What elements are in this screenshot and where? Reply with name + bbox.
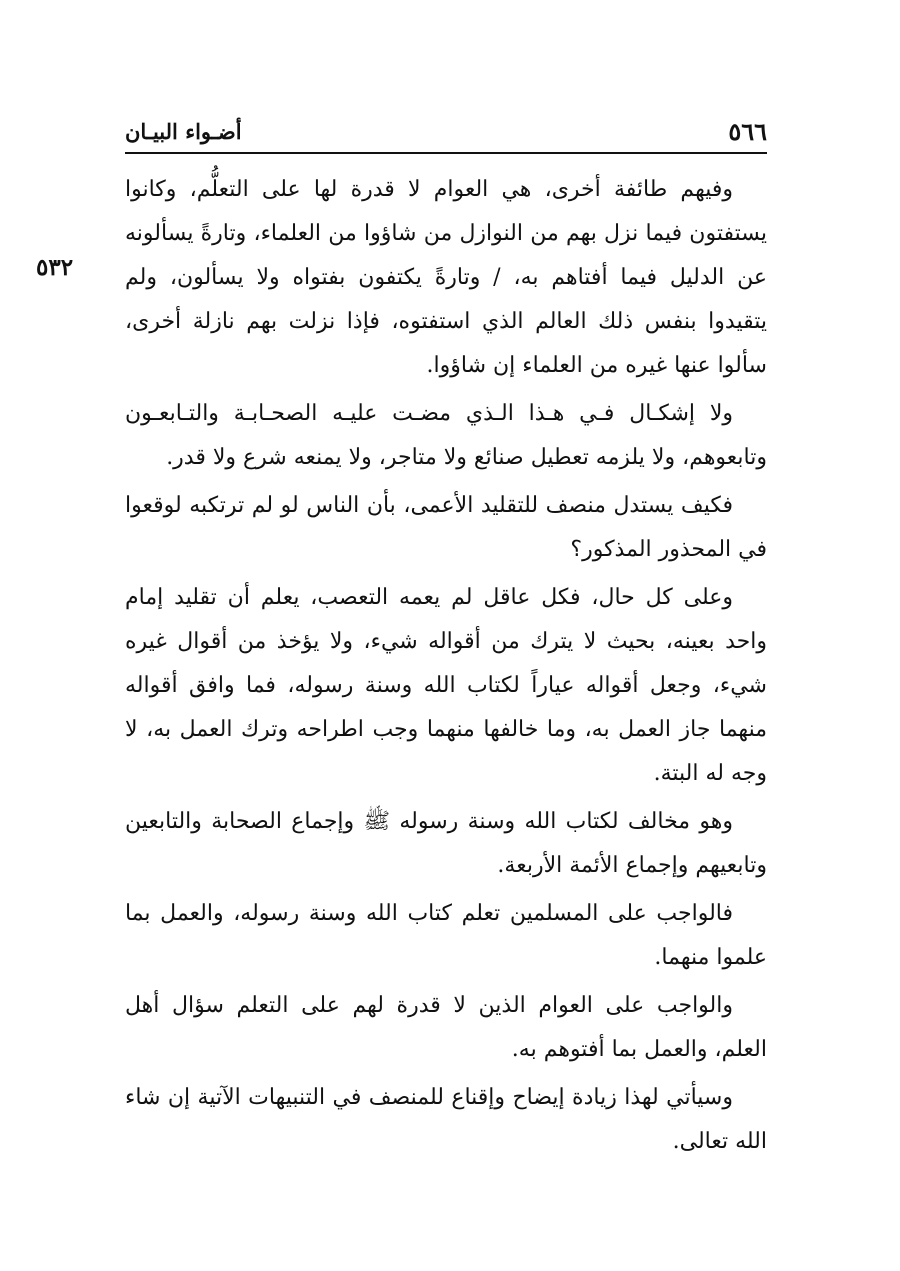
paragraph: والواجب على العوام الذين لا قدرة لهم على التعلم سؤال أهل العلم، والعمل بما أفتوهم به. bbox=[125, 993, 767, 1062]
margin-reference-number: ٥٣٢ bbox=[36, 254, 74, 281]
paragraph: وعلى كل حال، فكل عاقل لم يعمه التعصب، يعلم أن تقليد إمام واحد بعينه، بحيث لا يترك من أقواله شيء، ولا يؤخذ من أقوال غيره شيء، وجعل أقواله عياراً لكتاب الله وسنة رسوله، فما وافق أقواله منهما جاز العمل به، وما خالفها منهما وجب اطراحه وترك العمل به، لا وجه له البتة. bbox=[125, 585, 767, 786]
page-body bbox=[125, 168, 767, 1168]
page-header bbox=[125, 110, 767, 154]
paragraph: وسيأتي لهذا زيادة إيضاح وإقناع للمنصف في التنبيهات الآتية إن شاء الله تعالى. bbox=[125, 1085, 767, 1154]
paragraph: فالواجب على المسلمين تعلم كتاب الله وسنة رسوله، والعمل بما علموا منهما. bbox=[125, 901, 767, 970]
book-title: أضـواء البيـان bbox=[125, 118, 242, 144]
page-number: ٥٦٦ bbox=[728, 116, 767, 146]
paragraph: وفيهم طائفة أخرى، هي العوام لا قدرة لها على التعلُّم، وكانوا يستفتون فيما نزل بهم من النوازل من شاؤوا من العلماء، وتارةً يسألونه عن الدليل فيما أفتاهم به، / وتارةً يكتفون بفتواه ولا يسألون، ولم يتقيدوا بنفس ذلك العالم الذي استفتوه، فإذا نزلت بهم نازلة أخرى، سألوا عنها غيره من العلماء إن شاؤوا. bbox=[125, 177, 767, 378]
paragraph: ولا إشكـال فـي هـذا الـذي مضـت عليـه الصحـابـة والتـابعـون وتابعوهم، ولا يلزمه تعطيل صنائع ولا متاجر، ولا يمنعه شرع ولا قدر. bbox=[125, 401, 767, 470]
paragraph: وهو مخالف لكتاب الله وسنة رسوله ﷺ وإجماع الصحابة والتابعين وتابعيهم وإجماع الأئمة الأربعة. bbox=[125, 809, 767, 878]
paragraph: فكيف يستدل منصف للتقليد الأعمى، بأن الناس لو لم ترتكبه لوقعوا في المحذور المذكور؟ bbox=[125, 493, 767, 562]
